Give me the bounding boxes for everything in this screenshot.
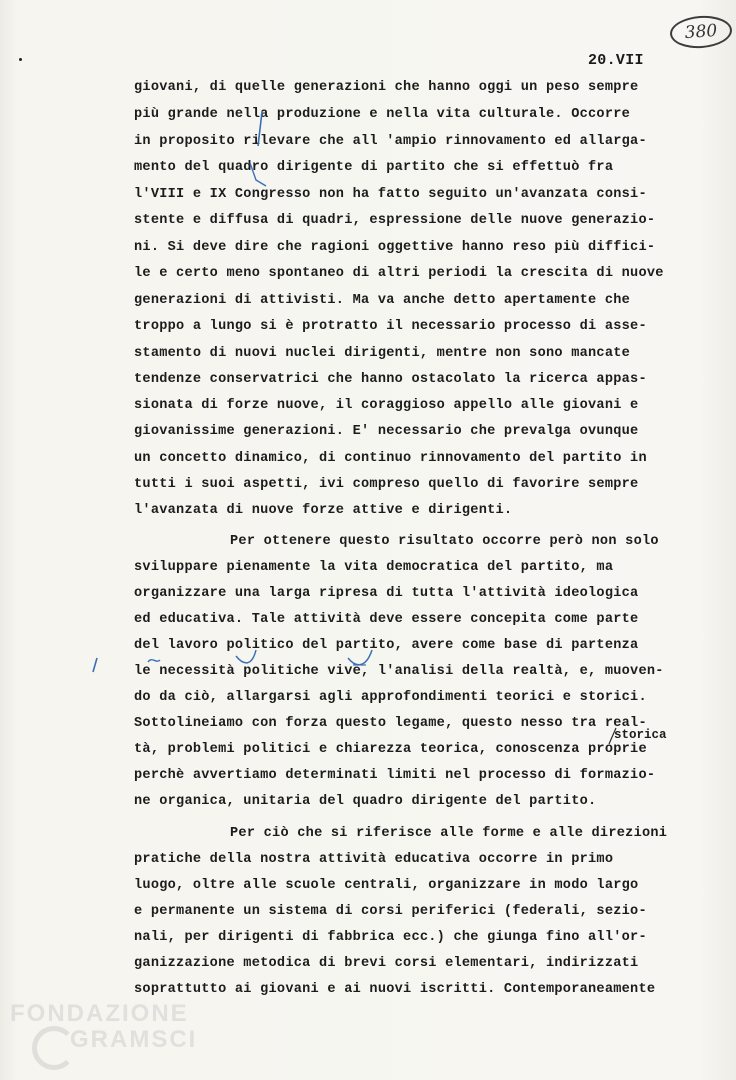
text-line: l'avanzata di nuove forze attive e dirigenti.	[134, 503, 513, 518]
text-line: Sottolineiamo con forza questo legame, questo nesso tra real-	[134, 716, 647, 731]
text-line: do da ciò, allargarsi agli approfondimenti teorici e storici.	[134, 690, 647, 705]
text-line: Per ciò che si riferisce alle forme e alle direzioni	[230, 826, 668, 841]
text-line: tà, problemi politici e chiarezza teorica, conoscenza proprie	[134, 742, 647, 757]
text-line: troppo a lungo si è protratto il necessario processo di asse-	[134, 319, 647, 334]
text-line: ganizzazione metodica di brevi corsi elementari, indirizzati	[134, 956, 639, 971]
text-line: giovani, di quelle generazioni che hanno oggi un peso sempre	[134, 80, 639, 95]
text-line: le necessità politiche vive, l'analisi della realtà, e, muoven-	[134, 664, 664, 679]
text-line: tutti i suoi aspetti, ivi compreso quello di favorire sempre	[134, 477, 639, 492]
text-line: e permanente un sistema di corsi periferici (federali, sezio-	[134, 904, 647, 919]
text-line: ne organica, unitaria del quadro dirigente del partito.	[134, 794, 597, 809]
text-line: pratiche della nostra attività educativa occorre in primo	[134, 852, 614, 867]
margin-mark	[93, 658, 97, 672]
text-line: ed educativa. Tale attività deve essere concepita come parte	[134, 612, 639, 627]
text-line: sviluppare pienamente la vita democratica del partito, ma	[134, 560, 614, 575]
text-line: mento del quadro dirigente di partito che si effettuò fra	[134, 160, 614, 175]
text-line: nali, per dirigenti di fabbrica ecc.) che giunga fino all'or-	[134, 930, 647, 945]
text-line: un concetto dinamico, di continuo rinnovamento del partito in	[134, 451, 647, 466]
watermark-line-2: GRAMSCI	[70, 1026, 198, 1053]
text-line: stamento di nuovi nuclei dirigenti, mentre non sono mancate	[134, 346, 631, 361]
text-line: l'VIII e IX Congresso non ha fatto seguito un'avanzata consi-	[134, 187, 647, 202]
ink-dot	[19, 58, 22, 61]
pen-mark	[148, 660, 160, 662]
text-line: generazioni di attivisti. Ma va anche detto apertamente che	[134, 293, 631, 308]
text-line: tendenze conservatrici che hanno ostacolato la ricerca appas-	[134, 372, 647, 387]
archive-page-number-stamp: 380	[669, 14, 733, 50]
text-line: in proposito rilevare che all 'ampio rinnovamento ed allarga-	[134, 134, 647, 149]
text-line: giovanissime generazioni. E' necessario che prevalga ovunque	[134, 424, 639, 439]
text-line: stente e diffusa di quadri, espressione delle nuove generazio-	[134, 213, 656, 228]
text-line: perchè avvertiamo determinati limiti nel processo di formazio-	[134, 768, 656, 783]
text-line: soprattutto ai giovani e ai nuovi iscritti. Contemporaneamente	[134, 982, 656, 997]
text-line: le e certo meno spontaneo di altri periodi la crescita di nuove	[134, 266, 664, 281]
page-date-label: 20.VII	[588, 52, 644, 69]
handwritten-insertion: storica	[614, 728, 667, 742]
text-line: sionata di forze nuove, il coraggioso appello alle giovani e	[134, 398, 639, 413]
text-line: luogo, oltre alle scuole centrali, organizzare in modo largo	[134, 878, 639, 893]
text-line: del lavoro politico del partito, avere come base di partenza	[134, 638, 639, 653]
text-line: più grande nella produzione e nella vita culturale. Occorre	[134, 107, 631, 122]
text-line: Per ottenere questo risultato occorre però non solo	[230, 534, 659, 549]
watermark-line-1: FONDAZIONE	[10, 1000, 189, 1027]
text-line: organizzare una larga ripresa di tutta l'attività ideologica	[134, 586, 639, 601]
archive-watermark	[6, 1000, 216, 1072]
text-line: ni. Si deve dire che ragioni oggettive hanno reso più diffici-	[134, 240, 656, 255]
